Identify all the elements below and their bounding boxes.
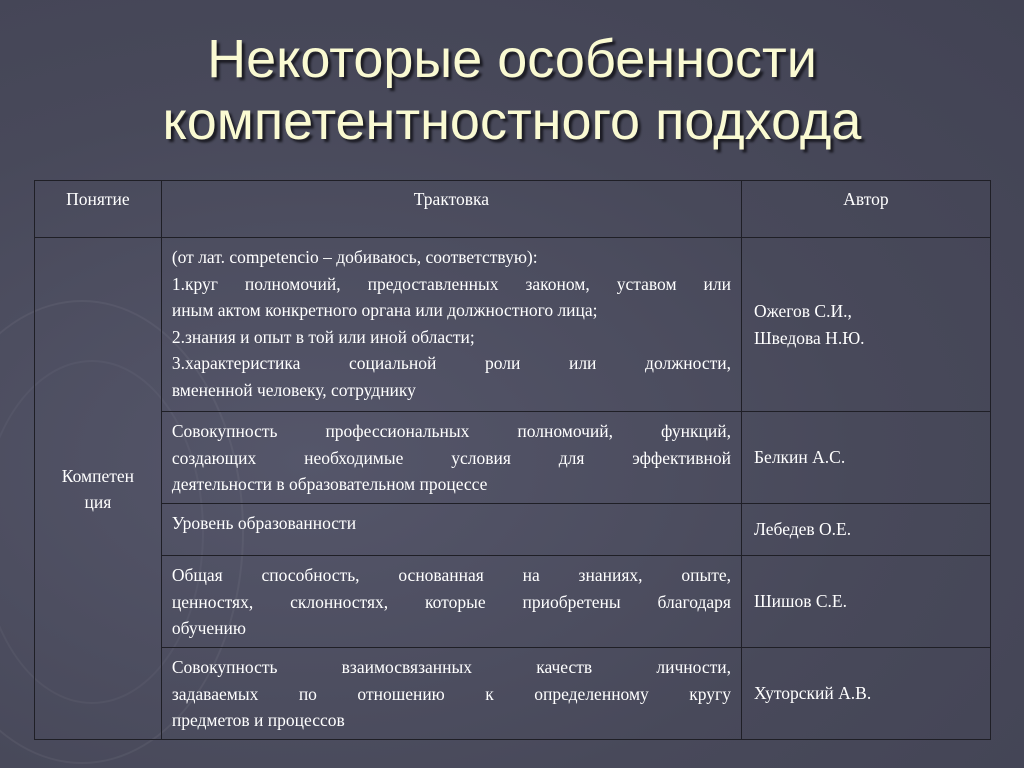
header-interpretation: Трактовка — [161, 181, 741, 238]
interpretation-line: 2.знания и опыт в той или иной области; — [171, 326, 475, 347]
interpretation-line: иным актом конкретного органа или должностного лица; — [171, 300, 598, 320]
interpretation-cell — [161, 504, 741, 556]
interpretation-line: ценностях, склонностях, которые приобретены благодаря — [171, 591, 731, 612]
interpretation-line: 3.характеристика социальной роли или должности, — [171, 353, 731, 373]
author-name: Белкин А.С. — [754, 447, 846, 468]
interpretation-line: 1.круг полномочий, предоставленных законом, уставом или — [171, 273, 731, 294]
table-row — [35, 556, 991, 648]
slide-title-line-2: компетентностного подхода — [162, 91, 862, 151]
slide-title — [0, 28, 1024, 152]
author-cell — [742, 504, 991, 556]
interpretation-line: Уровень образованности — [171, 513, 357, 533]
author-name: Хуторский А.В. — [754, 683, 872, 704]
interpretation-line: предметов и процессов — [171, 710, 345, 730]
interpretation-cell — [161, 556, 741, 648]
interpretation-line: (от лат. competencio – добиваюсь, соответствую): — [171, 247, 538, 267]
interpretation-line: задаваемых по отношению к определенному кругу — [171, 683, 731, 704]
author-cell — [742, 238, 991, 412]
table-row — [35, 504, 991, 556]
interpretation-cell — [161, 648, 741, 740]
interpretation-cell — [161, 238, 741, 412]
concept-cell — [35, 238, 162, 740]
table-row — [35, 648, 991, 740]
header-concept: Понятие — [35, 181, 162, 238]
table-row — [35, 238, 991, 412]
header-author: Автор — [742, 181, 991, 238]
interpretation-line: деятельности в образовательном процессе — [171, 474, 488, 494]
interpretation-line: создающих необходимые условия для эффективной — [171, 447, 731, 468]
competence-table — [34, 180, 991, 740]
interpretation-line: вмененной человеку, сотруднику — [171, 379, 416, 400]
slide-title-line-1: Некоторые особенности — [207, 29, 817, 89]
interpretation-cell — [161, 412, 741, 504]
concept-line-1: Компетен — [61, 465, 135, 486]
interpretation-line: обучению — [171, 618, 246, 638]
author-cell — [742, 556, 991, 648]
interpretation-line: Совокупность взаимосвязанных качеств личности, — [171, 657, 731, 677]
interpretation-line: Совокупность профессиональных полномочий, функций, — [171, 421, 731, 441]
interpretation-line: Общая способность, основанная на знаниях, опыте, — [171, 565, 731, 585]
table-row — [35, 412, 991, 504]
table-header-row — [35, 181, 991, 238]
concept-line-2: ция — [84, 491, 112, 512]
author-name: Шишов С.Е. — [754, 591, 847, 612]
author-name: Ожегов С.И., — [754, 301, 852, 321]
author-name: Шведова Н.Ю. — [754, 327, 865, 348]
author-cell — [742, 648, 991, 740]
author-name: Лебедев О.Е. — [754, 519, 852, 540]
author-cell — [742, 412, 991, 504]
